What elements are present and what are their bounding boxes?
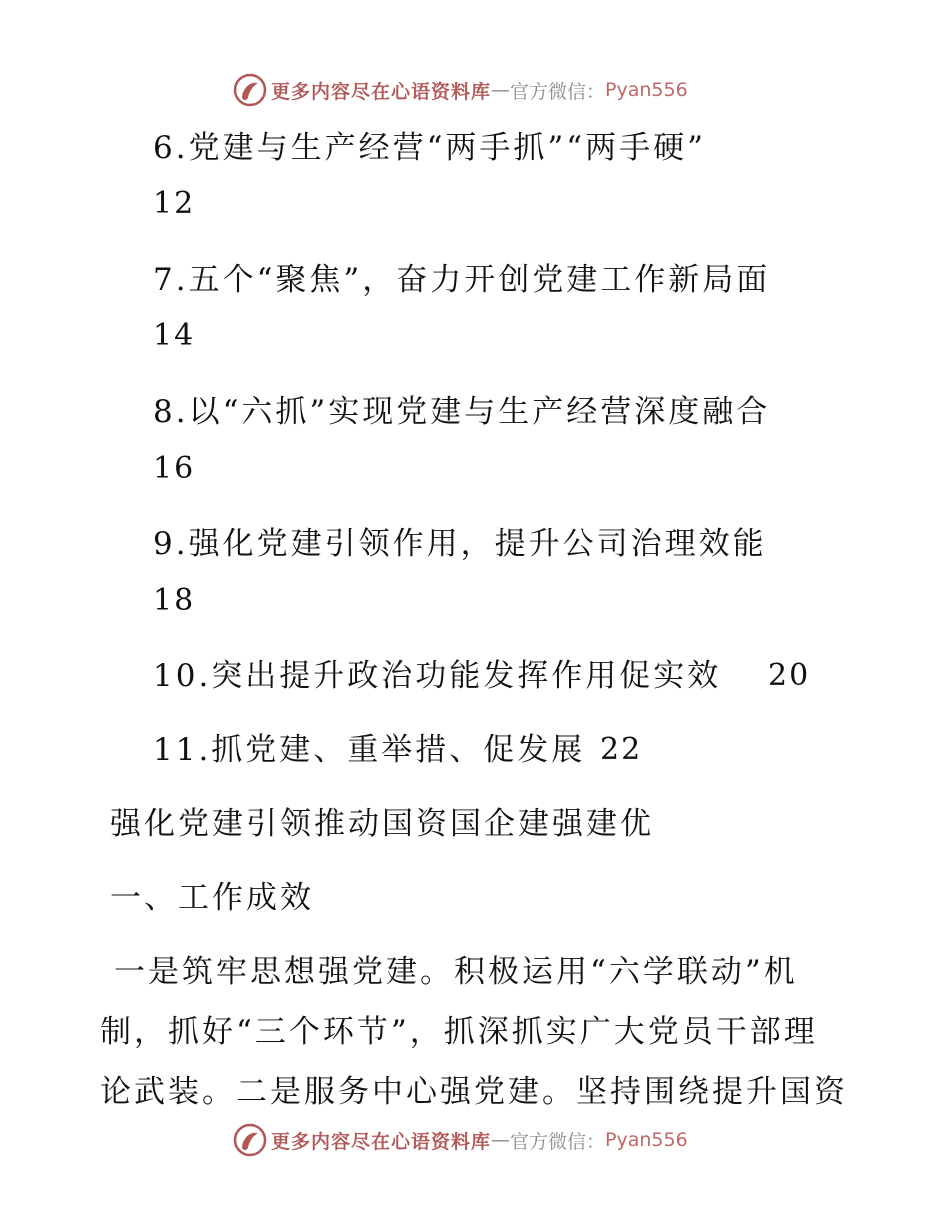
toc-entry-page: 22 [600,732,643,767]
toc-entry-title: 10.突出提升政治功能发挥作用促实效 [153,658,722,694]
toc-entry-page: 12 [153,186,196,221]
watermark-wechat-id: Pyan556 [605,79,688,101]
toc-entry-title: 8.以“六抓”实现党建与生产经营深度融合 [153,394,771,430]
toc-entry-title: 9.强化党建引领作用，提升公司治理效能 [153,526,767,562]
watermark-main-text: 更多内容尽在心语资料库 [271,80,492,103]
toc-entry-title: 7.五个“聚焦”，奋力开创党建工作新局面 [153,262,771,298]
brand-logo-icon [233,1123,267,1157]
toc-entry-title: 11.抓党建、重举措、促发展 [153,732,586,768]
toc-entry-page: 14 [153,318,196,353]
paragraph-line: 论武装。二是服务中心强党建。坚持围绕提升国资 [100,1074,848,1110]
section-heading: 一、工作成效 [110,880,314,916]
brand-logo-icon [233,73,267,107]
watermark-footer [233,1120,688,1160]
toc-entry-title: 6.党建与生产经营“两手抓”“两手硬” [153,130,706,166]
watermark-wechat-id: Pyan556 [605,1129,688,1151]
watermark-sub-text: 官方微信： [510,1130,606,1153]
watermark-main-text: 更多内容尽在心语资料库 [271,1130,492,1153]
toc-entry-page: 16 [153,451,196,486]
watermark-header [233,70,688,110]
watermark-dash: — [491,79,511,101]
paragraph-line: 一是筑牢思想强党建。积极运用“六学联动”机 [114,954,798,990]
watermark-dash: — [491,1129,511,1151]
toc-entry-page: 18 [153,583,196,618]
toc-entry-page: 20 [768,658,811,693]
watermark-sub-text: 官方微信： [510,80,606,103]
paragraph-line: 制，抓好“三个环节”，抓深抓实广大党员干部理 [100,1014,818,1050]
article-title: 强化党建引领推动国资国企建强建优 [110,806,654,842]
